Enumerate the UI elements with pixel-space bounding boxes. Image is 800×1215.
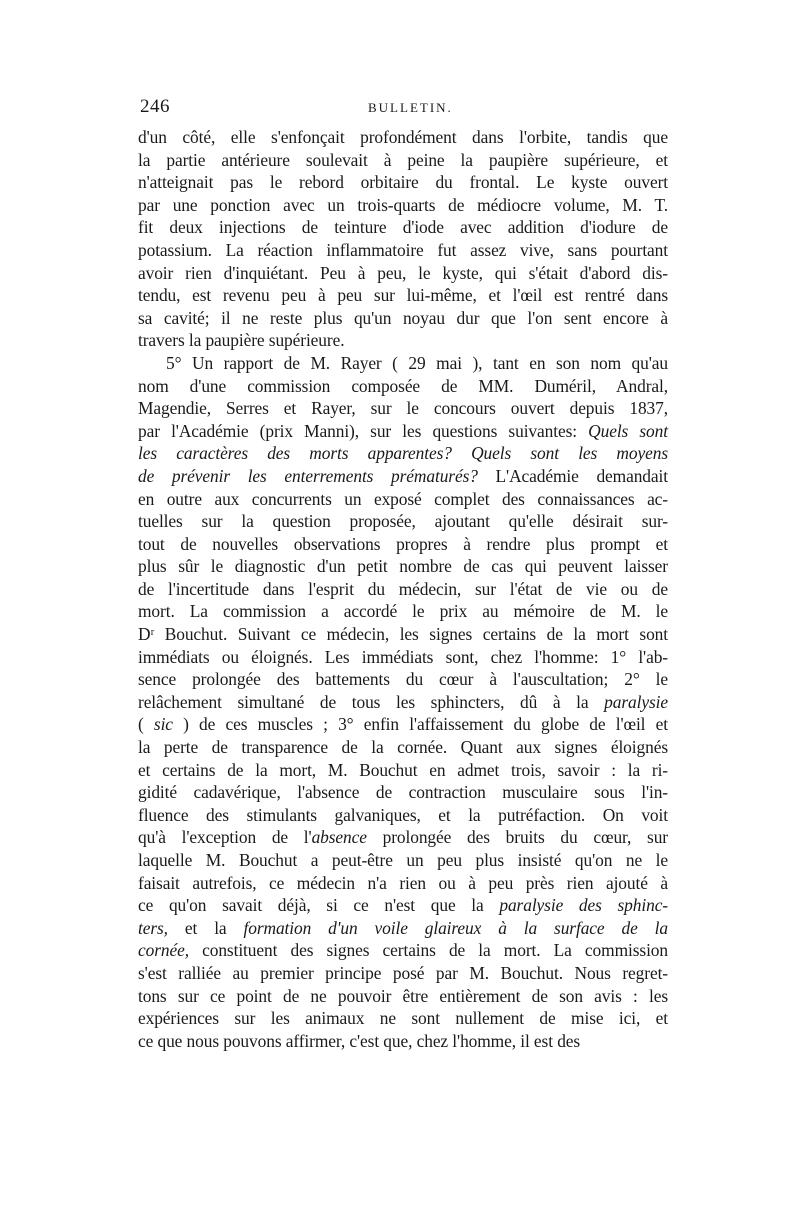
text-segment: laquelle M. Bouchut a peut-être un peu plus insisté qu'on ne le — [138, 850, 668, 870]
text-segment: en outre aux concurrents un exposé complet des connaissances ac- — [138, 488, 668, 509]
text-segment: expériences sur les animaux ne sont nullement de mise ici, et — [138, 1008, 668, 1029]
italic-text: paralysie — [604, 691, 668, 712]
italic-text: sic — [153, 714, 173, 735]
text-segment: 5° Un rapport de M. Rayer ( 29 mai ), tant en son nom qu'au — [166, 352, 668, 373]
text-segment: Dʳ Bouchut. Suivant ce médecin, les signes certains de la mort sont — [138, 624, 668, 645]
italic-text: Quels sont — [588, 420, 668, 441]
text-line — [138, 646, 668, 669]
text-segment: par une ponction avec un trois-quarts de médiocre volume, M. T. — [138, 194, 668, 215]
text-line — [138, 329, 668, 352]
text-line — [138, 126, 668, 149]
italic-text: paralysie des sphinc- — [499, 895, 668, 916]
text-line — [138, 216, 668, 239]
text-line — [138, 465, 668, 488]
text-line — [138, 352, 668, 375]
text-line — [138, 488, 668, 511]
text-line — [138, 804, 668, 827]
text-line — [138, 510, 668, 533]
text-segment: sence prolongée des battements du cœur à l'auscultation; 2° le — [138, 669, 668, 690]
text-segment: tout de nouvelles observations propres à rendre plus prompt et — [138, 533, 668, 554]
text-line — [138, 533, 668, 556]
text-line — [138, 985, 668, 1008]
text-line — [138, 420, 668, 443]
text-segment: travers la paupière supérieure. — [138, 330, 345, 351]
text-line — [138, 872, 668, 895]
text-segment: mort. La commission a accordé le prix au mémoire de M. le — [138, 601, 668, 622]
text-segment: et certains de la mort, M. Bouchut en admet trois, savoir : la ri- — [138, 759, 668, 780]
running-head — [138, 96, 668, 126]
running-title: BULLETIN. — [368, 100, 453, 115]
text-segment: qu'à l'exception de l' — [138, 827, 312, 848]
italic-text: cornée, — [138, 940, 189, 961]
text-segment: fluence des stimulants galvaniques, et la putréfaction. On voit — [138, 804, 668, 825]
text-line — [138, 668, 668, 691]
text-segment: ( — [138, 714, 154, 735]
text-segment: s'est ralliée au premier principe posé par M. Bouchut. Nous regret- — [138, 962, 668, 983]
italic-text: formation d'un voile glaireux à la surface de la — [243, 917, 668, 938]
text-line — [138, 939, 668, 962]
text-segment: la perte de transparence de la cornée. Quant aux signes éloignés — [138, 737, 668, 758]
text-line — [138, 284, 668, 307]
text-line — [138, 917, 668, 940]
text-line — [138, 375, 668, 398]
text-line — [138, 713, 668, 736]
text-line — [138, 781, 668, 804]
text-segment: L'Académie demandait — [477, 465, 668, 486]
italic-text: de prévenir les enterrements prématurés? — [138, 465, 478, 486]
text-segment: faisait autrefois, ce médecin n'a rien ou à peu près rien ajouté à — [138, 872, 668, 893]
text-line — [138, 171, 668, 194]
text-segment: prolongée des bruits du cœur, sur — [366, 827, 668, 848]
text-line — [138, 1007, 668, 1030]
text-line — [138, 578, 668, 601]
page-number: 246 — [140, 96, 170, 117]
text-line — [138, 442, 668, 465]
text-segment: relâchement simultané de tous les sphincters, dû à la — [138, 691, 605, 712]
text-segment: constituent des signes certains de la mort. La commission — [188, 940, 668, 961]
text-segment: gidité cadavérique, l'absence de contraction musculaire sous l'in- — [138, 782, 668, 803]
text-line — [138, 194, 668, 217]
italic-text: les caractères des morts apparentes? Quels sont les moyens — [138, 443, 668, 464]
text-segment: tendu, est revenu peu à peu sur lui-même, et l'œil est rentré dans — [138, 285, 668, 306]
text-segment: fit deux injections de teinture d'iode avec addition d'iodure de — [138, 217, 668, 238]
text-segment: ce qu'on savait déjà, si ce n'est que la — [138, 895, 500, 916]
text-segment: sa cavité; il ne reste plus qu'un noyau dur que l'on sent encore à — [138, 307, 668, 328]
text-segment: et la — [167, 917, 244, 938]
text-line — [138, 623, 668, 646]
text-segment: la partie antérieure soulevait à peine la paupière supérieure, et — [138, 149, 668, 170]
text-line — [138, 555, 668, 578]
text-segment: n'atteignait pas le rebord orbitaire du frontal. Le kyste ouvert — [138, 172, 668, 193]
text-line — [138, 759, 668, 782]
text-line — [138, 962, 668, 985]
text-line — [138, 600, 668, 623]
text-segment: immédiats ou éloignés. Les immédiats sont, chez l'homme: 1° l'ab- — [138, 646, 668, 667]
text-segment: Magendie, Serres et Rayer, sur le concours ouvert depuis 1837, — [138, 398, 668, 419]
text-line — [138, 849, 668, 872]
text-line — [138, 239, 668, 262]
text-segment: nom d'une commission composée de MM. Duméril, Andral, — [138, 375, 668, 396]
text-segment: par l'Académie (prix Manni), sur les questions suivantes: — [138, 420, 589, 441]
text-line — [138, 691, 668, 714]
text-line — [138, 262, 668, 285]
text-line — [138, 894, 668, 917]
text-segment: ce que nous pouvons affirmer, c'est que, chez l'homme, il est des — [138, 1030, 581, 1051]
text-line — [138, 736, 668, 759]
text-segment: tuelles sur la question proposée, ajoutant qu'elle désirait sur- — [138, 511, 668, 532]
book-page — [138, 96, 668, 1052]
text-segment: potassium. La réaction inflammatoire fut assez vive, sans pourtant — [138, 239, 668, 260]
italic-text: absence — [311, 827, 367, 848]
text-segment: avoir rien d'inquiétant. Peu à peu, le kyste, qui s'était d'abord dis- — [138, 262, 668, 283]
body-text — [138, 126, 668, 1052]
text-segment: de l'incertitude dans l'esprit du médecin, sur l'état de vie ou de — [138, 578, 668, 599]
text-segment: ) de ces muscles ; 3° enfin l'affaissement du globe de l'œil et — [172, 714, 668, 735]
text-segment: tons sur ce point de ne pouvoir être entièrement de son avis : les — [138, 985, 668, 1006]
text-line — [138, 826, 668, 849]
text-line — [138, 397, 668, 420]
text-line — [138, 307, 668, 330]
italic-text: ters, — [138, 917, 168, 938]
text-line — [138, 149, 668, 172]
text-line — [138, 1030, 668, 1053]
text-segment: d'un côté, elle s'enfonçait profondément dans l'orbite, tandis que — [138, 127, 668, 147]
text-segment: plus sûr le diagnostic d'un petit nombre de cas qui peuvent laisser — [138, 556, 668, 577]
